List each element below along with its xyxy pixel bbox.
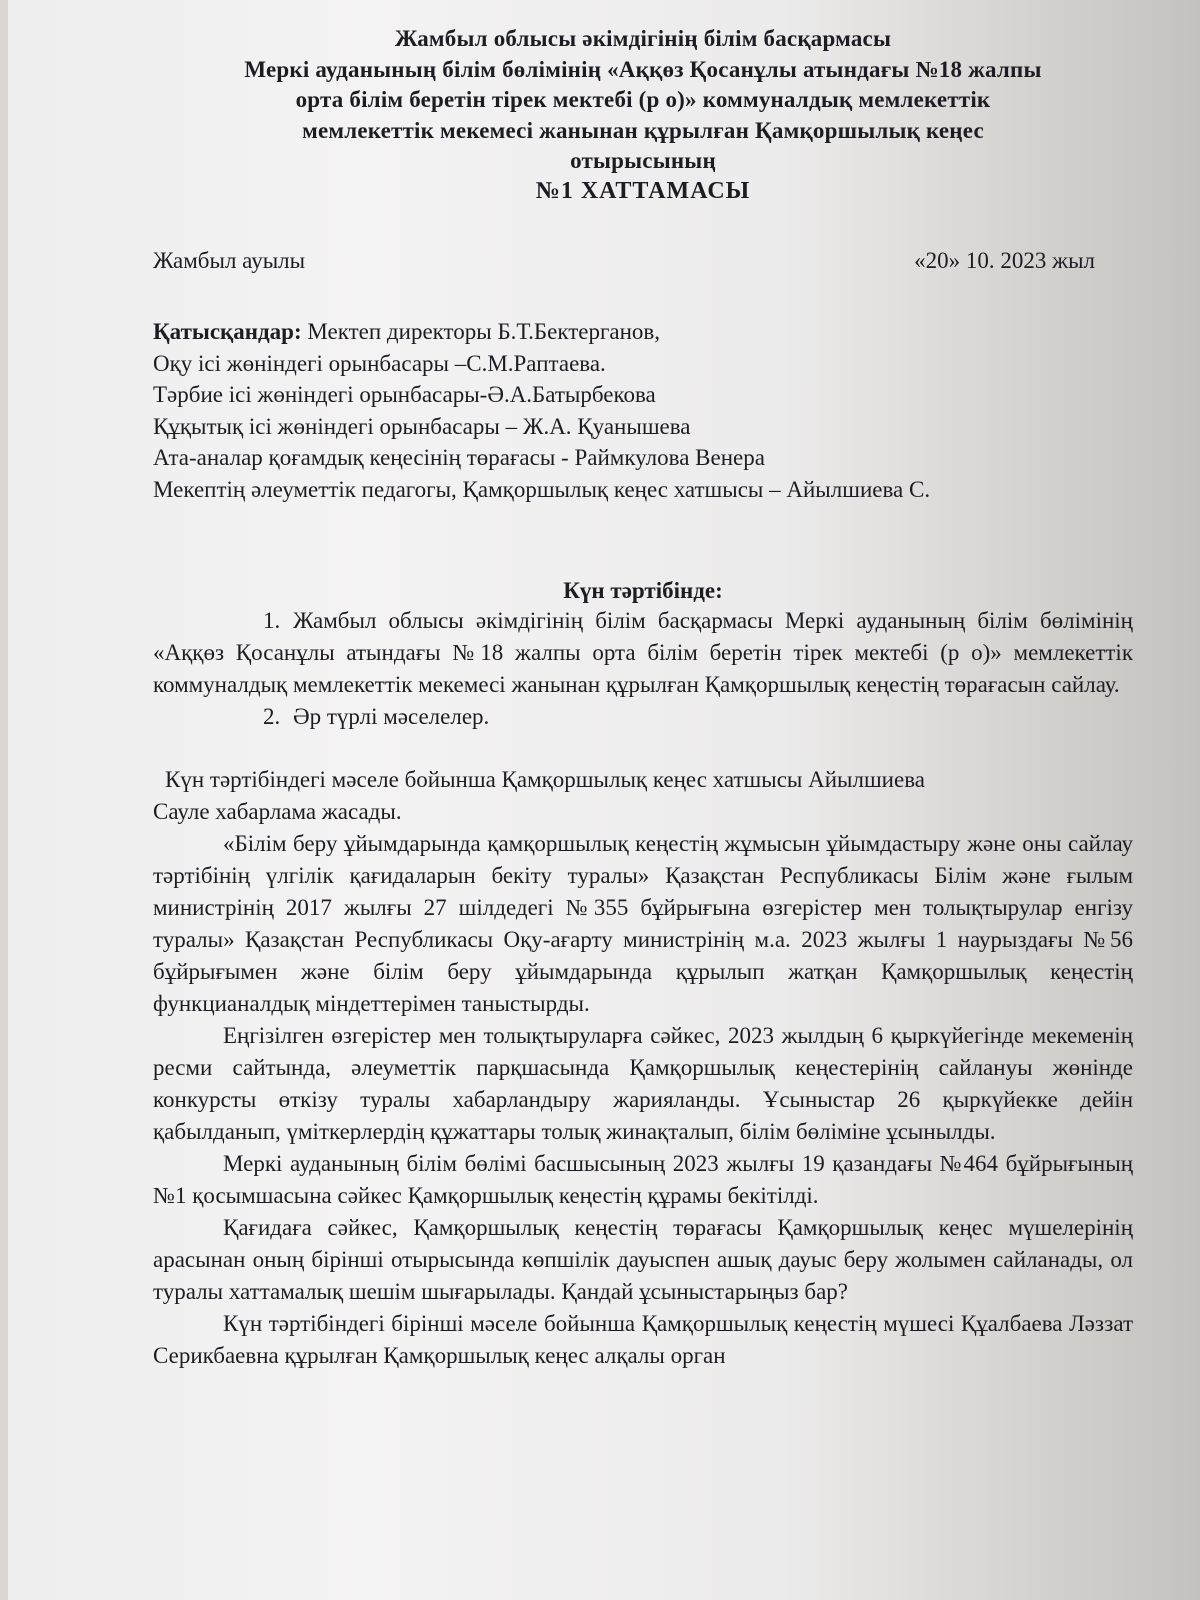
agenda-item-number: 1. — [263, 608, 281, 633]
document-body — [153, 605, 1133, 1372]
body-paragraph: Меркі ауданының білім бөлімі басшысының 2023 жылғы 19 қазандағы №464 бұйрығының №1 қосымшасына сәйкес Қамқоршылық кеңестің құрамы бекітілді. — [153, 1151, 1133, 1208]
document-title: №1 ХАТТАМАСЫ — [535, 177, 751, 204]
body-paragraph: Еңгізілген өзгерістер мен толықтыруларға сәйкес, 2023 жылдың 6 қыркүйегінде мекеменің ресми сайтында, әлеуметтік парқшасында Қамқоршылық кеңестерінің сайлануы жөнінде конкурсты өткізу туралы хабарландыру жарияланды. Ұсыныстар 26 қыркүйекке дейін қабылданып, үміткерлердің құжаттары толық жинақталып, білім бөліміне ұсынылды. — [153, 1023, 1133, 1144]
body-paragraph: Қағидаға сәйкес, Қамқоршылық кеңестің төрағасы Қамқоршылық кеңес мүшелерінің арасынан оның бірінші отырысында көпшілік дауыспен ашық дауыс беру жолымен сайланады, ол туралы хаттамалық шешім шығарылады. Қандай ұсыныстарыңыз бар? — [153, 1215, 1133, 1304]
agenda-item-number: 2. — [263, 704, 281, 729]
header-line-1: Жамбыл облысы әкімдігінің білім басқармасы — [394, 26, 892, 51]
spacer — [153, 733, 1133, 764]
place-date-row — [153, 248, 1095, 274]
agenda-item-1 — [153, 605, 1133, 701]
agenda-item-2 — [153, 701, 1133, 733]
body-paragraph: «Білім беру ұйымдарында қамқоршылық кеңестің жұмысын ұйымдастыру және оны сайлау тәртібінің үлгілік қағидаларын бекіту туралы» Қазақстан Республикасы Білім және ғылым министрінің 2017 жылғы 27 шілдедегі №355 бұйрығына өзгерістер мен толықтырулар енгізу туралы» Қазақстан Республикасы Оқу-ағарту министрінің м.а. 2023 жылғы 1 наурыздағы №56 бұйрығымен және білім беру ұйымдарында құрылып жатқан Қамқоршылық кеңестің функцианалдық міндеттерімен таныстырды. — [153, 831, 1133, 1016]
document-page — [8, 0, 1200, 1600]
message-line-2: Сауле хабарлама жасады. — [153, 799, 402, 824]
body-paragraph: Күн тәртібіндегі бірінші мәселе бойынша Қамқоршылық кеңестің мүшесі Құалбаева Ләззат Серикбаевна құрылған Қамқоршылық кеңес алқалы орган — [153, 1311, 1133, 1368]
participants-label: Қатысқандар: — [153, 319, 302, 344]
participant-line: Тәрбие ісі жөніндегі орынбасары-Ә.А.Батырбекова — [153, 382, 656, 407]
participant-line: Ата-аналар қоғамдық кеңесінің төрағасы - Раймкулова Венера — [153, 445, 765, 470]
message-line-1: Күн тәртібіндегі мәселе бойынша Қамқоршылық кеңес хатшысы Айылшиева — [165, 767, 925, 792]
header-line-3: орта білім беретін тірек мектебі (р о)» коммуналдық мемлекеттік — [295, 87, 991, 112]
date: «20» 10. 2023 жыл — [914, 248, 1095, 273]
agenda-item-text: Әр түрлі мәселелер. — [293, 704, 490, 729]
document-header — [148, 24, 1138, 206]
header-line-2: Меркі ауданының білім бөлімінің «Аққөз Қосанұлы атындағы №18 жалпы — [244, 56, 1042, 82]
header-line-4: мемлекеттік мекемесі жанынан құрылған Қамқоршылық кеңес — [302, 117, 984, 143]
participant-line — [153, 316, 1153, 348]
participants-block — [153, 316, 1153, 505]
header-line-5: отырысының — [570, 148, 716, 173]
participant-line: Оқу ісі жөніндегі орынбасары –С.М.Раптаева. — [153, 350, 606, 376]
agenda-title: Күн тәртібінде: — [563, 578, 723, 603]
participant-line: Құқытық ісі жөніндегі орынбасары – Ж.А. Қуанышева — [153, 413, 691, 439]
participant-line: Мекептің әлеуметтік педагогы, Қамқоршылық кеңес хатшысы – Айылшиева С. — [153, 476, 931, 502]
participant-director: Мектеп директоры Б.Т.Бектерганов, — [301, 319, 661, 344]
place: Жамбыл ауылы — [153, 248, 306, 273]
agenda-item-text: Жамбыл облысы әкімдігінің білім басқармасы Меркі ауданының білім бөлімінің «Аққөз Қосанұлы атындағы №18 жалпы орта білім беретін тірек мектебі (р о)» мемлекеттік коммуналдық мемлекеттік мекемесі жанынан құрылған Қамқоршылық кеңестің төрағасын сайлау. — [153, 608, 1133, 697]
